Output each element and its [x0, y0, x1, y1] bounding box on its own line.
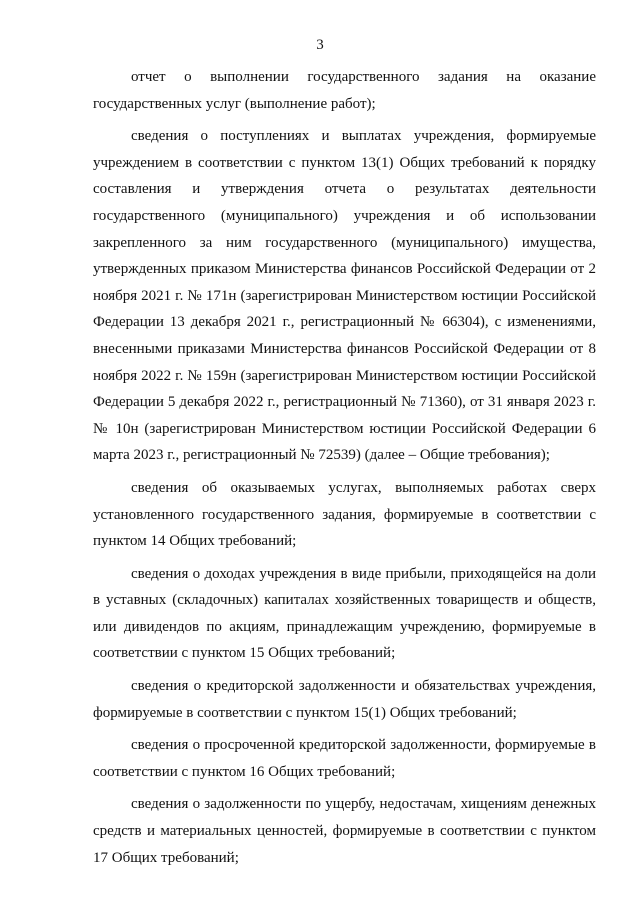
- paragraph-state-task-report: отчет о выполнении государственного задания на оказание государственных услуг (выполнение работ);: [93, 69, 596, 112]
- paragraph-receipts-payments: сведения о поступлениях и выплатах учреждения, формируемые учреждением в соответствии с пунктом 13(1) Общих требований к порядку составления и утверждения отчета о результатах деятельности государственного (муниципального) учреждения и об использовании закрепленного за ним государственного (муниципального) имущества, утвержденных приказом Министерства финансов Российской Федерации от 2 ноября 2021 г. № 171н (зарегистрирован Министерством юстиции Российской Федерации 13 декабря 2021 г., регистрационный № 66304), с изменениями, внесенными приказами Министерства финансов Российской Федерации от 8 ноября 2022 г. № 159н (зарегистрирован Министерством юстиции Российской Федерации 5 декабря 2022 г., регистрационный № 71360), от 31 января 2023 г. № 10н (зарегистрирован Министерством юстиции Российской Федерации 6 марта 2023 г., регистрационный № 72539) (далее – Общие требования);: [93, 128, 596, 464]
- document-body: [93, 64, 596, 877]
- page-number: 3: [316, 37, 324, 53]
- paragraph-services-above-task: сведения об оказываемых услугах, выполняемых работах сверх установленного государственного задания, формируемые в соответствии с пунктом 14 Общих требований;: [93, 479, 596, 550]
- paragraph-overdue-payables: сведения о просроченной кредиторской задолженности, формируемые в соответствии с пунктом 16 Общих требований;: [93, 737, 596, 780]
- paragraph-payables-obligations: сведения о кредиторской задолженности и обязательствах учреждения, формируемые в соответствии с пунктом 15(1) Общих требований;: [93, 678, 596, 721]
- paragraph-income-dividends: сведения о доходах учреждения в виде прибыли, приходящейся на доли в уставных (складочных) капиталах хозяйственных товариществ и обществ, или дивидендов по акциям, принадлежащим учреждению, формируемые в соответствии с пунктом 15 Общих требований;: [93, 565, 596, 662]
- paragraph-damage-shortages: сведения о задолженности по ущербу, недостачам, хищениям денежных средств и материальных ценностей, формируемые в соответствии с пунктом 17 Общих требований;: [93, 796, 596, 866]
